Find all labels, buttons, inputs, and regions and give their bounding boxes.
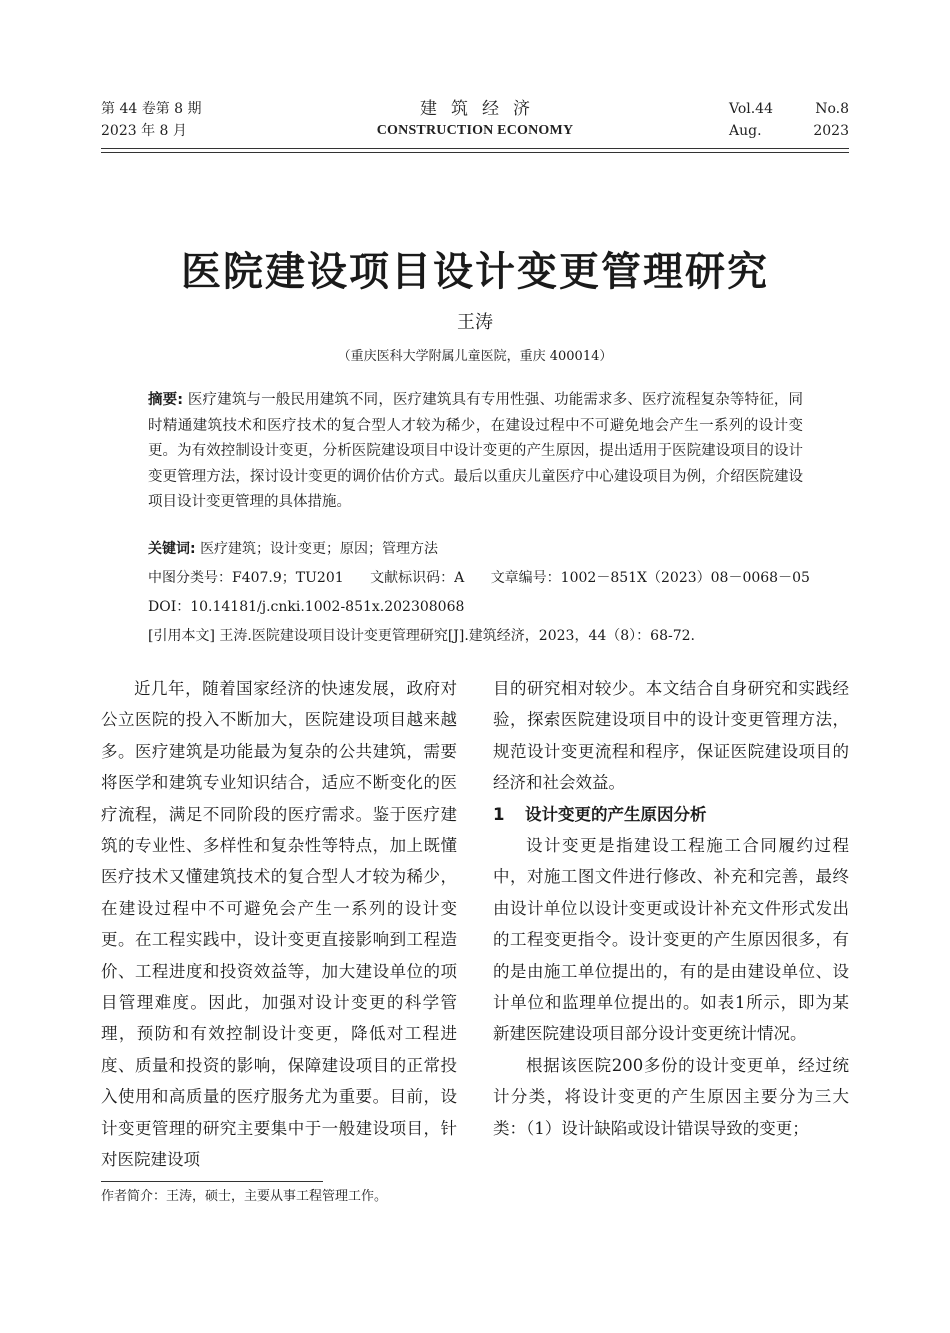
clc-number: 中图分类号：F407.9；TU201	[148, 570, 344, 586]
citation: [引用本文] 王涛.医院建设项目设计变更管理研究[J].建筑经济，2023，44（8）：68-72.	[148, 628, 695, 644]
article-number: 文章编号：1002－851X（2023）08－0068－05	[490, 570, 810, 586]
journal-name-cn: 建筑经济	[420, 99, 544, 119]
year-en: 2023	[813, 123, 849, 139]
header-rule-top	[101, 148, 849, 149]
body-paragraph: 目的研究相对较少。本文结合自身研究和实践经验，探索医院建设项目中的设计变更管理方法，规范设计变更流程和程序，保证医院建设项目的经济和社会效益。	[493, 679, 849, 793]
issue-volume: 第 44 卷第 8 期	[101, 101, 202, 117]
body-left-column	[101, 673, 457, 1176]
body-right-column	[493, 673, 849, 1144]
section-number: 1	[493, 804, 505, 824]
body-paragraph: 设计变更是指建设工程施工合同履约过程中，对施工图文件进行修改、补充和完善，最终由设计单位以设计变更或设计补充文件形式发出的工程变更指令。设计变更的产生原因很多，有的是由施工单位提出的，有的是由建设单位、设计单位和监理单位提出的。如表1所示，即为某新建医院建设项目部分设计变更统计情况。	[493, 836, 849, 1044]
section-title: 设计变更的产生原因分析	[525, 804, 707, 824]
document-code: 文献标识码：A	[370, 570, 465, 586]
abstract-label: 摘要:	[148, 392, 184, 408]
keywords	[148, 538, 848, 560]
header-rule-bottom	[101, 152, 849, 153]
classification-line	[148, 567, 848, 589]
issue-info-en	[729, 98, 849, 142]
abstract-text: 医疗建筑与一般民用建筑不同，医疗建筑具有专用性强、功能需求多、医疗流程复杂等特征，同时精通建筑技术和医疗技术的复合型人才较为稀少，在建设过程中不可避免地会产生一系列的设计变更。为有效控制设计变更，分析医院建设项目中设计变更的产生原因，提出适用于医院建设项目的设计变更管理方法，探讨设计变更的调价估价方式。最后以重庆儿童医疗中心建设项目为例，介绍医院建设项目设计变更管理的具体措施。	[148, 392, 804, 510]
author-name: 王涛	[457, 312, 493, 333]
keywords-label: 关键词:	[148, 541, 196, 557]
month-en: Aug.	[729, 123, 762, 139]
abstract	[148, 388, 803, 516]
journal-name-en: CONSTRUCTION ECONOMY	[376, 123, 574, 138]
issue-date: 2023 年 8 月	[101, 123, 187, 139]
doi[interactable]: DOI：10.14181/j.cnki.1002-851x.202308068	[148, 599, 465, 615]
section-heading	[493, 799, 849, 830]
body-paragraph: 近几年，随着国家经济的快速发展，政府对公立医院的投入不断加大，医院建设项目越来越多。医疗建筑是功能最为复杂的公共建筑，需要将医学和建筑专业知识结合，适应不断变化的医疗流程，满足不同阶段的医疗需求。鉴于医疗建筑的专业性、多样性和复杂性等特点，加上既懂医疗技术又懂建筑技术的复合型人才较为稀少，在建设过程中不可避免会产生一系列的设计变更。在工程实践中，设计变更直接影响到工程造价、工程进度和投资效益等，加大建设单位的项目管理难度。因此，加强对设计变更的科学管理，预防和有效控制设计变更，降低对工程进度、质量和投资的影响，保障建设项目的正常投入使用和高质量的医疗服务尤为重要。目前，设计变更管理的研究主要集中于一般建设项目，针对医院建设项	[101, 679, 457, 1170]
number-en: No.8	[815, 101, 849, 117]
body-paragraph: 根据该医院200多份的设计变更单，经过统计分类，将设计变更的产生原因主要分为三大类：（1）设计缺陷或设计错误导致的变更；	[493, 1055, 849, 1138]
article-title: 医院建设项目设计变更管理研究	[181, 249, 769, 295]
keywords-text: 医疗建筑；设计变更；原因；管理方法	[200, 541, 439, 557]
footnote-rule	[101, 1181, 323, 1182]
volume-en: Vol.44	[729, 101, 773, 117]
author-bio-footnote: 作者简介：王涛，硕士，主要从事工程管理工作。	[101, 1189, 388, 1204]
author-affiliation: （重庆医科大学附属儿童医院，重庆 400014）	[337, 349, 613, 364]
